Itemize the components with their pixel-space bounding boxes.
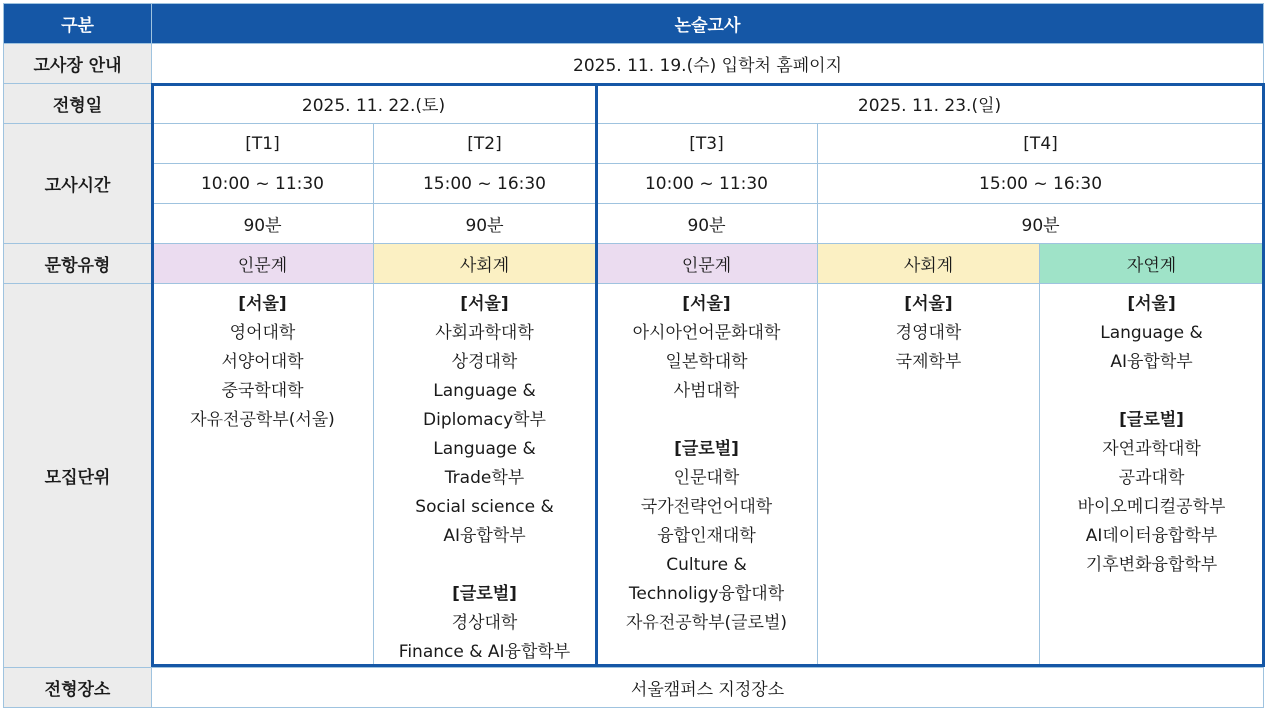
session-t4-duration: 90분	[818, 204, 1264, 244]
unit-item: 사회과학대학	[435, 323, 534, 343]
venue-notice-label: 고사장 안내	[4, 44, 152, 84]
unit-item: 국제학부	[895, 352, 962, 372]
session-duration-row	[4, 204, 1264, 244]
question-type-t1: 인문계	[152, 244, 374, 284]
unit-item: Trade학부	[444, 468, 525, 488]
spacer	[596, 406, 817, 435]
session-t1-duration: 90분	[152, 204, 374, 244]
unit-item: 융합인재대학	[657, 526, 756, 546]
session-t2-id: [T2]	[374, 124, 596, 164]
question-type-t4-natural: 자연계	[1040, 244, 1264, 284]
campus-title-global: [글로벌]	[674, 439, 739, 459]
exam-schedule-table	[3, 3, 1264, 708]
recruit-units-t2	[374, 284, 596, 668]
session-t4-time: 15:00 ~ 16:30	[818, 164, 1264, 204]
unit-item: 자연과학대학	[1102, 439, 1201, 459]
unit-item: 중국학대학	[221, 381, 304, 401]
campus-title-global: [글로벌]	[1119, 410, 1184, 430]
header-row	[4, 4, 1264, 44]
unit-item: AI융합학부	[1110, 352, 1193, 372]
unit-item: Language &	[433, 381, 536, 401]
unit-item: Social science &	[415, 497, 554, 517]
question-type-t4-social: 사회계	[818, 244, 1040, 284]
campus-title-seoul: [서울]	[904, 294, 953, 314]
session-t3-duration: 90분	[596, 204, 818, 244]
session-t2-duration: 90분	[374, 204, 596, 244]
campus-title-global: [글로벌]	[452, 584, 517, 604]
venue-notice-value: 2025. 11. 19.(수) 입학처 홈페이지	[152, 44, 1264, 84]
unit-item: AI융합학부	[443, 526, 526, 546]
recruit-units-t4-natural	[1040, 284, 1264, 668]
unit-item: 경상대학	[451, 613, 518, 633]
unit-item: 서양어대학	[221, 352, 304, 372]
unit-item: 바이오메디컬공학부	[1077, 497, 1226, 517]
unit-item: Finance & AI융합학부	[398, 642, 571, 662]
exam-date-row	[4, 84, 1264, 124]
session-t3-id: [T3]	[596, 124, 818, 164]
question-type-row	[4, 244, 1264, 284]
venue-notice-row	[4, 44, 1264, 84]
unit-item: 상경대학	[451, 352, 518, 372]
campus-title-seoul: [서울]	[682, 294, 731, 314]
unit-item: 국가전략언어대학	[640, 497, 773, 517]
session-t1-time: 10:00 ~ 11:30	[152, 164, 374, 204]
unit-item: Technoligy융합대학	[628, 584, 785, 604]
recruit-units-row	[4, 284, 1264, 668]
unit-item: 영어대학	[229, 323, 296, 343]
question-type-label: 문항유형	[4, 244, 152, 284]
campus-title-seoul: [서울]	[1127, 294, 1176, 314]
recruit-units-t3	[596, 284, 818, 668]
unit-item: 자유전공학부(서울)	[190, 410, 335, 430]
session-time-row	[4, 164, 1264, 204]
spacer	[374, 551, 595, 580]
unit-item: 사범대학	[673, 381, 740, 401]
venue-label: 전형장소	[4, 668, 152, 708]
unit-item: 아시아언어문화대학	[632, 323, 781, 343]
unit-item: AI데이터융합학부	[1085, 526, 1218, 546]
unit-item: 일본학대학	[665, 352, 748, 372]
question-type-t3: 인문계	[596, 244, 818, 284]
unit-item: 공과대학	[1118, 468, 1185, 488]
venue-row	[4, 668, 1264, 708]
session-t4-id: [T4]	[818, 124, 1264, 164]
recruit-units-t1	[152, 284, 374, 668]
unit-item: Language &	[1100, 323, 1203, 343]
question-type-t2: 사회계	[374, 244, 596, 284]
exam-date-day2: 2025. 11. 23.(일)	[596, 84, 1264, 124]
unit-item: Language &	[433, 439, 536, 459]
unit-item: Culture &	[666, 555, 747, 575]
unit-item: 기후변화융합학부	[1085, 555, 1218, 575]
recruit-units-t4-social	[818, 284, 1040, 668]
session-t3-time: 10:00 ~ 11:30	[596, 164, 818, 204]
recruit-units-label: 모집단위	[4, 284, 152, 668]
unit-item: 인문대학	[673, 468, 740, 488]
header-exam-type: 논술고사	[152, 4, 1264, 44]
spacer	[1040, 377, 1263, 406]
unit-item: Diplomacy학부	[423, 410, 546, 430]
session-id-row	[4, 124, 1264, 164]
venue-value: 서울캠퍼스 지정장소	[152, 668, 1264, 708]
session-t2-time: 15:00 ~ 16:30	[374, 164, 596, 204]
exam-date-day1: 2025. 11. 22.(토)	[152, 84, 596, 124]
header-category: 구분	[4, 4, 152, 44]
campus-title-seoul: [서울]	[460, 294, 509, 314]
unit-item: 자유전공학부(글로벌)	[625, 613, 788, 633]
campus-title-seoul: [서울]	[238, 294, 287, 314]
unit-item: 경영대학	[895, 323, 962, 343]
exam-date-label: 전형일	[4, 84, 152, 124]
session-t1-id: [T1]	[152, 124, 374, 164]
exam-time-label: 고사시간	[4, 124, 152, 244]
